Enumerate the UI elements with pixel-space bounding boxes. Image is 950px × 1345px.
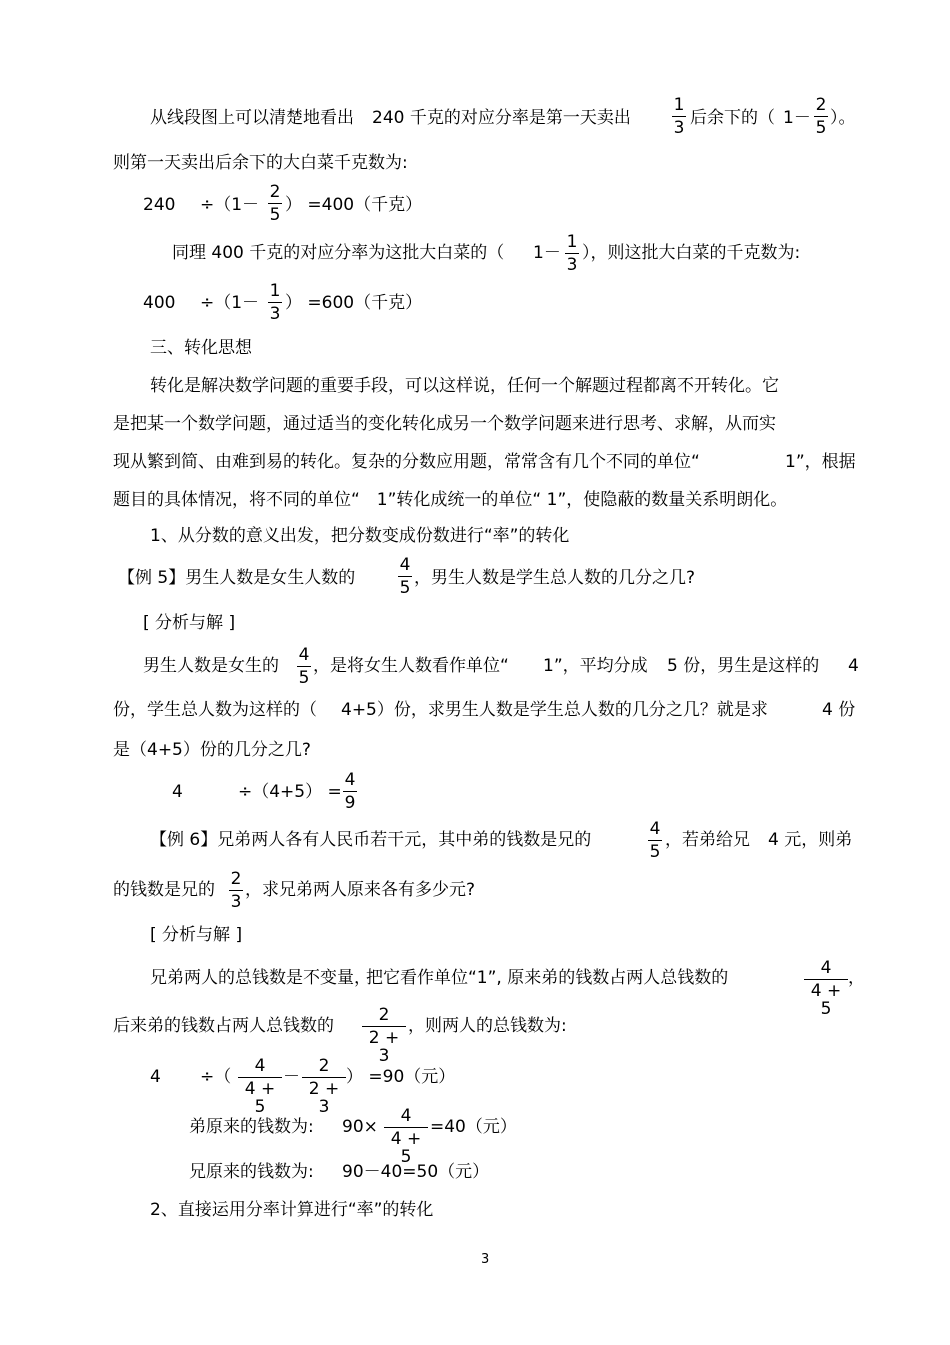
analysis-label: [ 分析与解 ]	[143, 613, 236, 633]
text-line: 【例 5】男生人数是女生人数的	[118, 568, 356, 588]
text-line: 从线段图上可以清楚地看出	[150, 108, 354, 128]
fraction: 4 5	[298, 645, 310, 688]
text-line: ，	[848, 968, 865, 988]
text-line: 90×	[342, 1117, 378, 1137]
text-line: 4	[172, 782, 183, 802]
text-line: 后来弟的钱数占两人总钱数的	[113, 1016, 334, 1036]
text-line: 4	[150, 1067, 161, 1087]
text-line: 弟原来的钱数为:	[189, 1117, 314, 1137]
fraction: 1 3	[673, 95, 685, 138]
text-line: 4+5）份，求男生人数是学生总人数的几分之几？就是求	[341, 700, 768, 720]
text-line: 同理 400 千克的对应分率为这批大白菜的（	[172, 243, 505, 263]
fraction: 4 4 + 5	[238, 1057, 282, 1116]
text-line: 后余下的（	[690, 108, 775, 128]
text-line: 现从繁到简、由难到易的转化。复杂的分数应用题，常常含有几个不同的单位“	[113, 452, 700, 472]
subsection-heading: 2、直接运用分率计算进行“率”的转化	[150, 1200, 434, 1220]
text-line: ，男生人数是学生总人数的几分之几?	[414, 568, 696, 588]
text-line: 的钱数是兄的	[113, 880, 215, 900]
text-line: 1”，平均分成	[543, 656, 648, 676]
text-line: 1－	[783, 108, 811, 128]
text-line: =40（元）	[430, 1117, 517, 1137]
fraction: 4 5	[649, 819, 661, 862]
text-line: 1－	[533, 243, 561, 263]
page-number: 3	[481, 1252, 490, 1267]
text-line: ） =90（元）	[346, 1067, 456, 1087]
text-line: 4 元，则弟	[768, 830, 853, 850]
text-line: ，求兄弟两人原来各有多少元?	[245, 880, 476, 900]
text-line: 兄弟两人的总钱数是不变量，	[150, 968, 371, 988]
text-line: 则第一天卖出后余下的大白菜千克数为:	[113, 153, 408, 173]
text-line: 把它看作单位“1”, 原来弟的钱数占两人总钱数的	[366, 968, 729, 988]
fraction: 4 5	[399, 555, 411, 598]
text-line: 男生人数是女生的	[143, 656, 279, 676]
text-line: 240	[143, 195, 176, 215]
fraction: 4 4 + 5	[804, 959, 848, 1018]
text-line: ） =600（千克）	[285, 293, 423, 313]
text-line: 是（4+5）份的几分之几?	[113, 740, 311, 760]
fraction: 1 3	[566, 232, 578, 275]
fraction: 2 5	[815, 95, 827, 138]
text-line: 转化是解决数学问题的重要手段，可以这样说，任何一个解题过程都离不开转化。它	[150, 376, 779, 396]
text-line: ，若弟给兄	[665, 830, 750, 850]
text-line: 【例 6】兄弟两人各有人民币若干元，其中弟的钱数是兄的	[150, 830, 592, 850]
text-line: ，则两人的总钱数为:	[408, 1016, 567, 1036]
text-line: ），则这批大白菜的千克数为:	[582, 243, 801, 263]
text-line: 1”，根据	[785, 452, 856, 472]
text-line: ÷（1－	[200, 195, 260, 215]
fraction: 2 2 + 3	[302, 1057, 346, 1116]
text-line: －	[283, 1067, 300, 1087]
text-line: ÷（1－	[200, 293, 260, 313]
text-line: 是把某一个数学问题，通过适当的变化转化成另一个数学问题来进行思考、求解，从而实	[113, 414, 776, 434]
text-line: 5 份，男生是这样的	[667, 656, 820, 676]
fraction: 2 3	[230, 869, 242, 912]
subsection-heading: 1、从分数的意义出发，把分数变成份数进行“率”的转化	[150, 526, 570, 546]
text-line: 400	[143, 293, 176, 313]
text-line: 90－40=50（元）	[342, 1162, 490, 1182]
text-line: ）。	[830, 108, 856, 128]
text-line: ） =400（千克）	[285, 195, 423, 215]
analysis-label: [ 分析与解 ]	[150, 925, 243, 945]
fraction: 1 3	[269, 281, 281, 324]
section-heading: 三、转化思想	[150, 338, 252, 358]
text-line: 兄原来的钱数为:	[189, 1162, 314, 1182]
text-line: 4	[848, 656, 859, 676]
fraction: 4 9	[344, 770, 356, 813]
text-line: ÷（4+5） =	[238, 782, 342, 802]
text-line: 4 份	[822, 700, 856, 720]
fraction: 2 2 + 3	[362, 1006, 406, 1065]
text-line: ÷（	[200, 1067, 232, 1087]
fraction: 4 4 + 5	[384, 1107, 428, 1166]
text-line: ，是将女生人数看作单位“	[313, 656, 509, 676]
text-line: 题目的具体情况，将不同的单位“ 1”转化成统一的单位“ 1”，使隐蔽的数量关系明朗化。	[113, 490, 788, 510]
fraction: 2 5	[269, 182, 281, 225]
text-line: 240 千克的对应分率是第一天卖出	[372, 108, 631, 128]
text-line: 份，学生总人数为这样的（	[113, 700, 317, 720]
